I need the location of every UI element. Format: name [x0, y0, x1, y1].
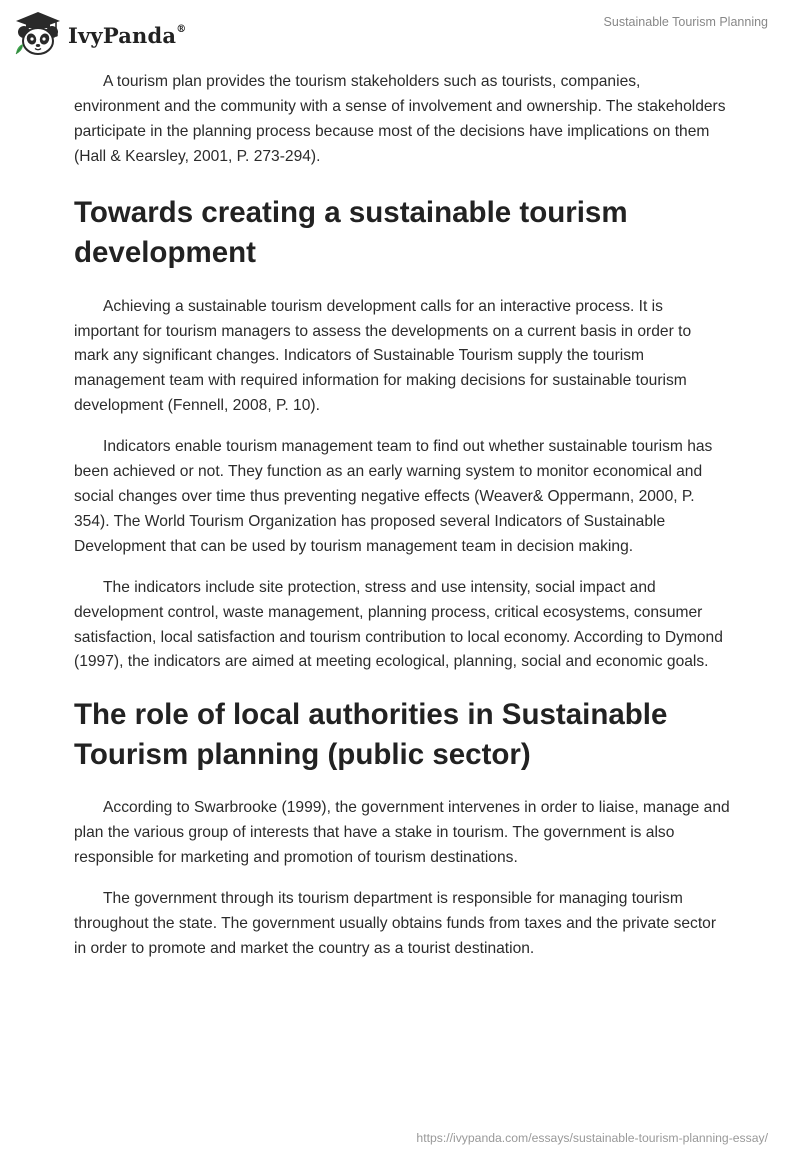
paragraph: A tourism plan provides the tourism stakeholders such as tourists, companies, environment and the community with a sense of involvement and ownership. The stakeholders participate in the planning process because most of the decisions have implications on them (Hall & Kearsley, 2001, P. 273-294). — [74, 73, 726, 165]
paragraph: According to Swarbrooke (1999), the government intervenes in order to liaise, manage and plan the various group of interests that have a stake in tourism. The government is also responsible for marketing and promotion of tourism destinations. — [74, 799, 730, 867]
source-url[interactable]: https://ivypanda.com/essays/sustainable-tourism-planning-essay/ — [416, 1131, 768, 1145]
panda-graduate-icon — [14, 10, 62, 56]
document-title: Sustainable Tourism Planning — [603, 15, 768, 29]
section-heading: Towards creating a sustainable tourism development — [74, 195, 628, 269]
logo-text: IvyPanda® — [68, 22, 187, 48]
paragraph: The government through its tourism department is responsible for managing tourism throughout the state. The government usually obtains funds from taxes and the private sector in order to promote and market the country as a tourist destination. — [74, 890, 717, 957]
page-header — [0, 0, 800, 70]
paragraph: Indicators enable tourism management team to find out whether sustainable tourism has been achieved or not. They function as an early warning system to monitor economical and social changes over time thus preventing negative effects (Weaver& Oppermann, 2000, P. 354). The World Tourism Organization has proposed several Indicators of Sustainable Development that can be used by tourism management team in decision making. — [74, 438, 713, 555]
essay-content — [74, 70, 730, 978]
paragraph: Achieving a sustainable tourism development calls for an interactive process. It is important for tourism managers to assess the developments on a current basis in order to mark any significant changes. Indicators of Sustainable Tourism supply the tourism management team with required information for making decisions for sustainable tourism development (Fennell, 2008, P. 10). — [74, 297, 692, 415]
section-heading: The role of local authorities in Sustainable Tourism planning (public sector) — [74, 698, 668, 772]
registered-mark: ® — [176, 23, 187, 35]
logo[interactable] — [14, 10, 186, 56]
paragraph: The indicators include site protection, stress and use intensity, social impact and development control, waste management, planning process, critical ecosystems, consumer satisfaction, local satisfaction and tourism contribution to local economy. According to Dymond (1997), the indicators are aimed at meeting ecological, planning, social and economic goals. — [74, 578, 723, 671]
